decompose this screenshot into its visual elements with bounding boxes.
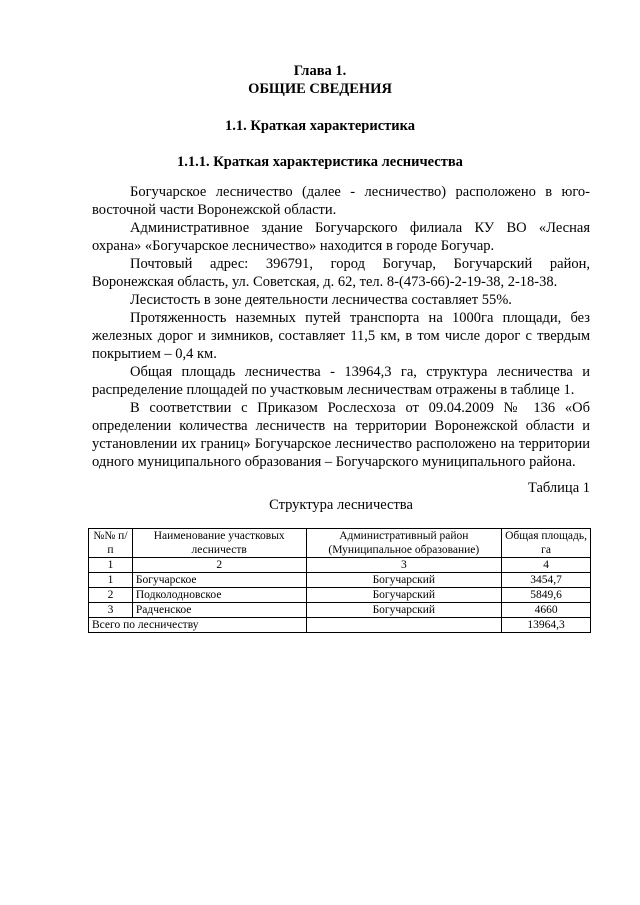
row-number: 1 xyxy=(89,573,133,588)
column-number: 2 xyxy=(132,558,306,573)
row-district: Богучарский xyxy=(306,588,502,603)
total-label: Всего по лесничеству xyxy=(89,618,307,633)
subsection-heading: 1.1.1. Краткая характеристика лесничества xyxy=(177,154,463,170)
table-row xyxy=(89,603,591,618)
total-area: 13964,3 xyxy=(502,618,591,633)
table-row xyxy=(89,573,591,588)
paragraph-total-area: Общая площадь лесничества - 13964,3 га, структура лесничества и распределение площадей по участковым лесничествам отражены в таблице 1. xyxy=(92,364,590,398)
paragraph-order: В соответствии с Приказом Рослесхоза от 09.04.2009 № 136 «Об определении количества лесничеств на территории Воронежской области и установлении их границ» Богучарское лесничество расположено на территории одного муниципального образования – Богучарского муниципального района. xyxy=(92,400,590,470)
chapter-label: Глава 1. xyxy=(293,63,347,79)
paragraph-roads: Протяженность наземных путей транспорта на 1000га площади, без железных дорог и зимников, составляет 11,5 км, в том числе дорог с твердым покрытием – 0,4 км. xyxy=(92,310,590,362)
column-number: 4 xyxy=(502,558,591,573)
header-number: №№ п/п xyxy=(89,529,133,558)
table-title: Структура лесничества xyxy=(269,497,413,513)
row-number: 2 xyxy=(89,588,133,603)
total-district xyxy=(306,618,502,633)
row-district: Богучарский xyxy=(306,603,502,618)
chapter-title: ОБЩИЕ СВЕДЕНИЯ xyxy=(248,81,392,97)
column-number: 1 xyxy=(89,558,133,573)
column-number: 3 xyxy=(306,558,502,573)
paragraph-forest-cover: Лесистость в зоне деятельности лесничества составляет 55%. xyxy=(130,292,512,308)
table-row xyxy=(89,588,591,603)
structure-table xyxy=(88,528,591,633)
table-column-numbers-row xyxy=(89,558,591,573)
section-heading: 1.1. Краткая характеристика xyxy=(224,118,416,134)
row-number: 3 xyxy=(89,603,133,618)
row-district: Богучарский xyxy=(306,573,502,588)
paragraph-address: Почтовый адрес: 396791, город Богучар, Богучарский район, Воронежская область, ул. Советская, д. 62, тел. 8-(473-66)-2-19-38, 2-18-38. xyxy=(92,256,590,290)
table-header-row xyxy=(89,529,591,558)
table-number: Таблица 1 xyxy=(527,480,590,496)
row-area: 5849,6 xyxy=(502,588,591,603)
row-name: Радченское xyxy=(132,603,306,618)
header-area: Общая площадь, га xyxy=(502,529,591,558)
row-area: 4660 xyxy=(502,603,591,618)
row-name: Богучарское xyxy=(132,573,306,588)
paragraph-office: Административное здание Богучарского филиала КУ ВО «Лесная охрана» «Богучарское лесничество» находится в городе Богучар. xyxy=(92,220,590,254)
row-name: Подколодновское xyxy=(132,588,306,603)
header-district: Административный район (Муниципальное образование) xyxy=(306,529,502,558)
header-name: Наименование участковых лесничеств xyxy=(132,529,306,558)
table-total-row xyxy=(89,618,591,633)
row-area: 3454,7 xyxy=(502,573,591,588)
paragraph-location: Богучарское лесничество (далее - лесничество) расположено в юго-восточной части Воронежской области. xyxy=(92,184,590,218)
